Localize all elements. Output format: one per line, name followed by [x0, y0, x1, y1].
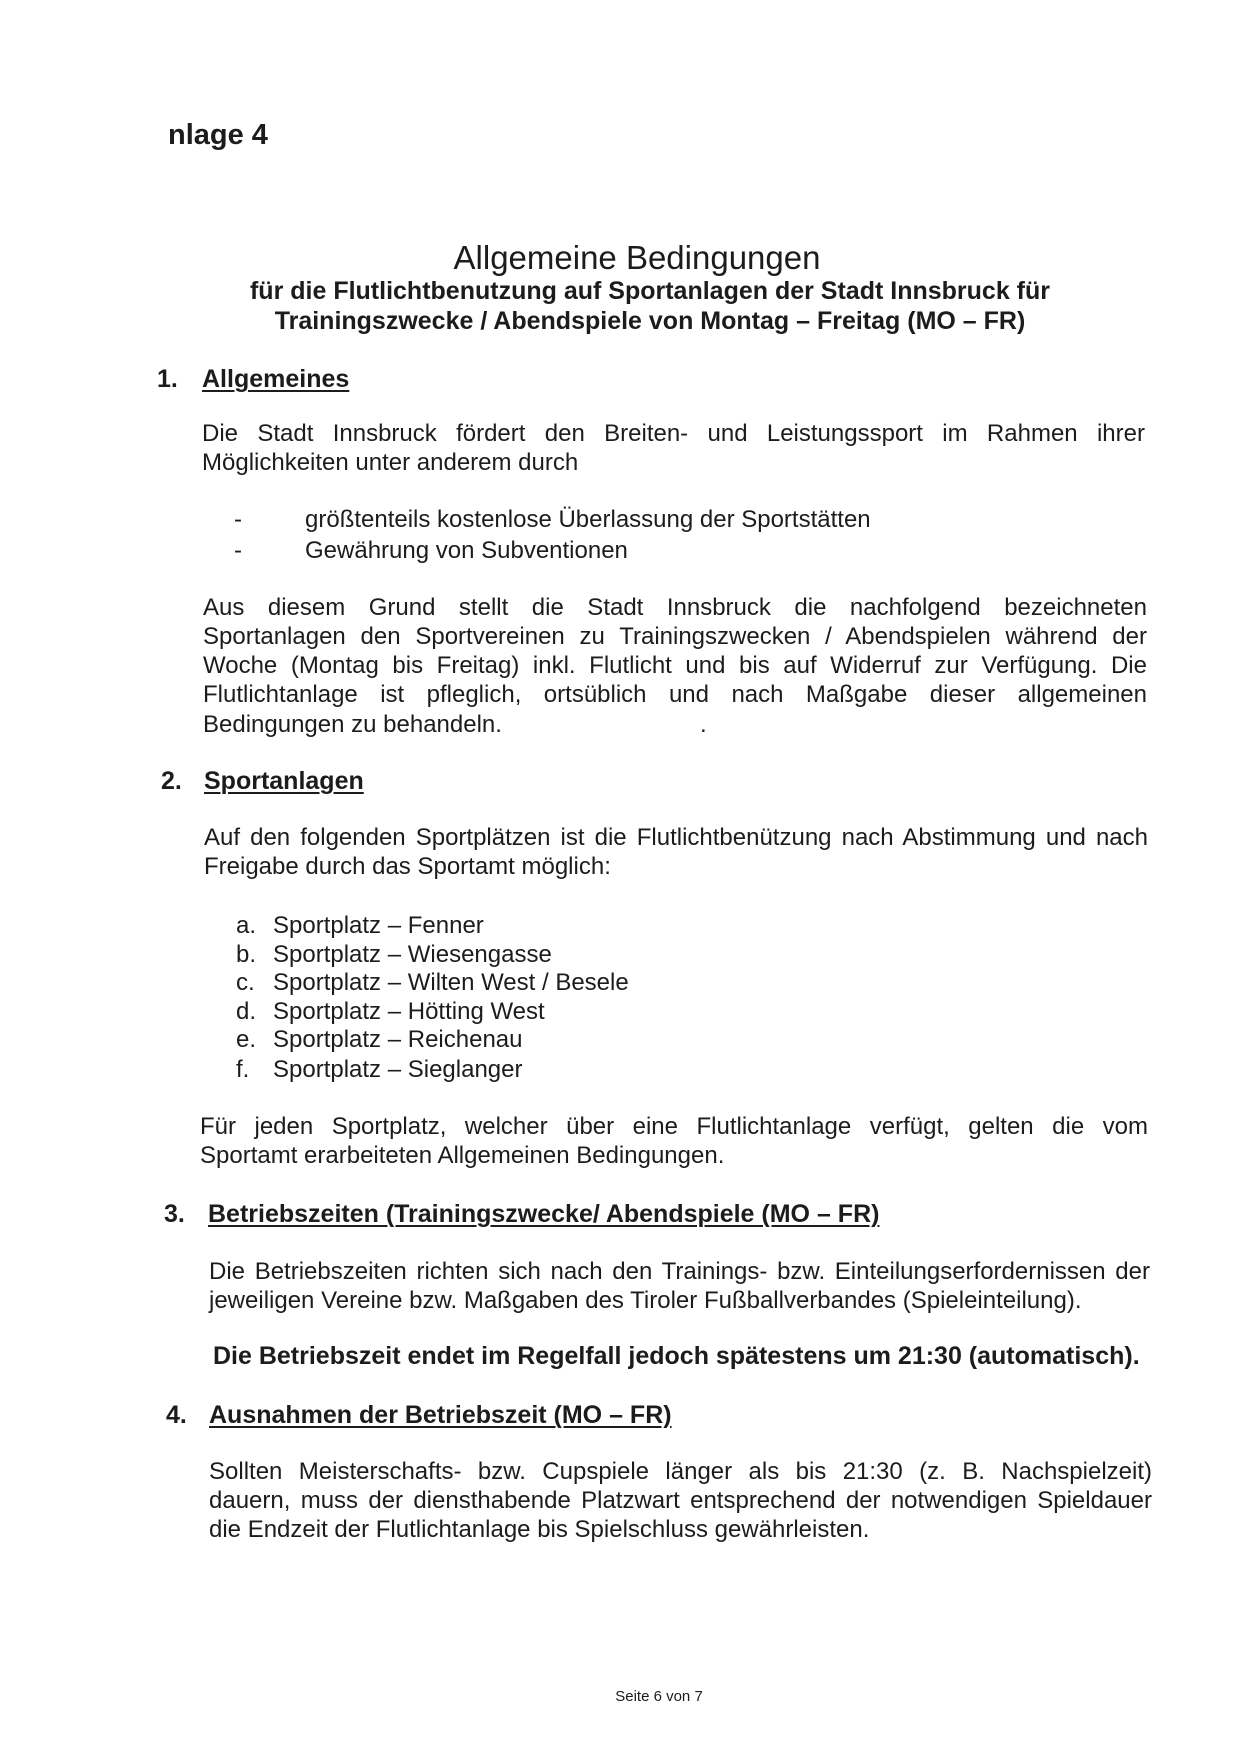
section-heading: Betriebszeiten (Trainingszwecke/ Abendspiele (MO – FR)	[208, 1200, 880, 1228]
bullet-marker: -	[234, 537, 242, 564]
section-heading: Ausnahmen der Betriebszeit (MO – FR)	[209, 1401, 672, 1429]
stray-mark: .	[700, 711, 707, 738]
list-marker: b.	[236, 941, 257, 968]
paragraph-line: dauern, muss der diensthabende Platzwart entsprechend der notwendigen Spieldauer	[209, 1487, 1152, 1514]
list-item: Sportplatz – Wilten West / Besele	[273, 969, 629, 996]
list-item: Sportplatz – Fenner	[273, 912, 484, 939]
paragraph-line: Für jeden Sportplatz, welcher über eine Flutlichtanlage verfügt, gelten die vom	[200, 1113, 1148, 1140]
paragraph-line: Woche (Montag bis Freitag) inkl. Flutlicht und bis auf Widerruf zur Verfügung. Die	[203, 652, 1147, 679]
paragraph-line: jeweiligen Vereine bzw. Maßgaben des Tiroler Fußballverbandes (Spieleinteilung).	[209, 1287, 1082, 1314]
list-item: Sportplatz – Sieglanger	[273, 1056, 523, 1083]
paragraph-line: Möglichkeiten unter anderem durch	[202, 449, 579, 476]
paragraph-line: Sportanlagen den Sportvereinen zu Trainingszwecken / Abendspielen während der	[203, 623, 1147, 650]
attachment-label: nlage 4	[168, 119, 268, 151]
document-title: Allgemeine Bedingungen	[453, 239, 821, 276]
section-number: 1.	[157, 365, 178, 393]
list-marker: d.	[236, 998, 257, 1025]
list-marker: f.	[236, 1056, 250, 1083]
section-heading: Sportanlagen	[204, 767, 364, 795]
bullet-item: größtenteils kostenlose Überlassung der Sportstätten	[305, 506, 871, 533]
paragraph-line: Sportamt erarbeiteten Allgemeinen Bedingungen.	[200, 1142, 725, 1169]
section-heading: Allgemeines	[202, 365, 350, 393]
section-number: 3.	[164, 1200, 185, 1228]
list-item: Sportplatz – Hötting West	[273, 998, 545, 1025]
paragraph-line: Flutlichtanlage ist pfleglich, ortsüblich und nach Maßgabe dieser allgemeinen	[203, 681, 1147, 708]
bullet-item: Gewährung von Subventionen	[305, 537, 628, 564]
paragraph-line: die Endzeit der Flutlichtanlage bis Spielschluss gewährleisten.	[209, 1516, 870, 1543]
paragraph-line: Die Stadt Innsbruck fördert den Breiten- und Leistungssport im Rahmen ihrer	[202, 420, 1145, 447]
subtitle-line: für die Flutlichtbenutzung auf Sportanlagen der Stadt Innsbruck für	[249, 277, 1050, 305]
page-footer: Seite 6 von 7	[615, 1688, 703, 1705]
paragraph-line: Freigabe durch das Sportamt möglich:	[204, 853, 611, 880]
emphasis-note: Die Betriebszeit endet im Regelfall jedoch spätestens um 21:30 (automatisch).	[213, 1342, 1140, 1370]
bullet-marker: -	[234, 506, 242, 533]
section-number: 2.	[161, 767, 182, 795]
paragraph-line: Die Betriebszeiten richten sich nach den Trainings- bzw. Einteilungserfordernissen der	[209, 1258, 1150, 1285]
paragraph-line: Sollten Meisterschafts- bzw. Cupspiele länger als bis 21:30 (z. B. Nachspielzeit)	[209, 1458, 1152, 1485]
paragraph-line: Auf den folgenden Sportplätzen ist die Flutlichtbenützung nach Abstimmung und nach	[204, 824, 1148, 851]
section-number: 4.	[166, 1401, 187, 1429]
paragraph-line: Aus diesem Grund stellt die Stadt Innsbruck die nachfolgend bezeichneten	[203, 594, 1147, 621]
paragraph-line: Bedingungen zu behandeln.	[203, 711, 502, 738]
list-item: Sportplatz – Reichenau	[273, 1026, 523, 1053]
list-marker: a.	[236, 912, 257, 939]
list-marker: e.	[236, 1026, 257, 1053]
list-item: Sportplatz – Wiesengasse	[273, 941, 552, 968]
subtitle-line: Trainingszwecke / Abendspiele von Montag – Freitag (MO – FR)	[274, 307, 1026, 335]
list-marker: c.	[236, 969, 255, 996]
